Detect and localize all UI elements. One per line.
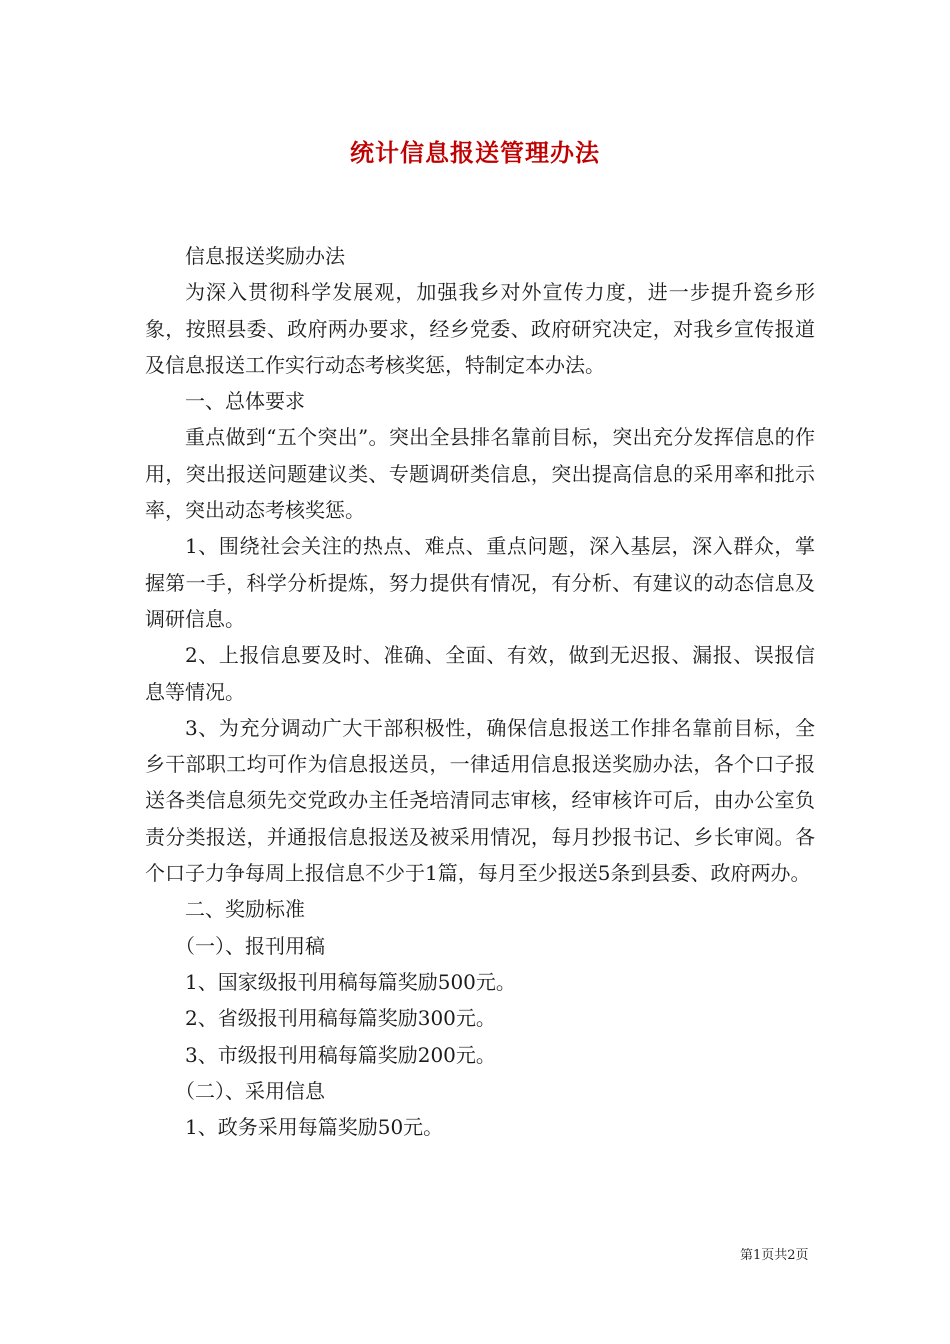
paragraph: 重点做到“五个突出”。突出全县排名靠前目标，突出充分发挥信息的作用，突出报送问题建议类、专题调研类信息，突出提高信息的采用率和批示率，突出动态考核奖惩。	[145, 425, 815, 523]
paragraph: 信息报送奖励办法	[185, 244, 345, 268]
page-indicator: 第1页共2页	[740, 1248, 809, 1263]
section-heading: 一、总体要求	[185, 389, 305, 414]
paragraph: 为深入贯彻科学发展观，加强我乡对外宣传力度，进一步提升瓷乡形象，按照县委、政府两办要求，经乡党委、政府研究决定，对我乡宣传报道及信息报送工作实行动态考核奖惩，特制定本办法。	[145, 280, 815, 377]
subsection-heading: （一）、报刊用稿	[175, 933, 325, 958]
document-body	[145, 238, 815, 1145]
subsection-heading: （二）、采用信息	[175, 1078, 325, 1103]
list-item: 3、市级报刊用稿每篇奖励200元。	[185, 1042, 496, 1067]
paragraph: 3、为充分调动广大干部积极性，确保信息报送工作排名靠前目标，全乡干部职工均可作为信息报送员，一律适用信息报送奖励办法，各个口子报送各类信息须先交党政办主任尧培清同志审核，经审核许可后，由办公室负责分类报送，并通报信息报送及被采用情况，每月抄报书记、乡长审阅。各个口子力争每周上报信息不少于1篇，每月至少报送5条到县委、政府两办。	[145, 715, 815, 886]
list-item: 2、省级报刊用稿每篇奖励300元。	[185, 1006, 496, 1031]
list-item: 1、政务采用每篇奖励50元。	[185, 1115, 444, 1140]
document-title: 统计信息报送管理办法	[350, 138, 600, 167]
section-heading: 二、奖励标准	[185, 897, 305, 922]
paragraph: 2、上报信息要及时、准确、全面、有效，做到无迟报、漏报、误报信息等情况。	[145, 643, 815, 704]
list-item: 1、国家级报刊用稿每篇奖励500元。	[185, 969, 516, 994]
paragraph: 1、围绕社会关注的热点、难点、重点问题，深入基层，深入群众，掌握第一手，科学分析提炼，努力提供有情况，有分析、有建议的动态信息及调研信息。	[145, 534, 815, 631]
